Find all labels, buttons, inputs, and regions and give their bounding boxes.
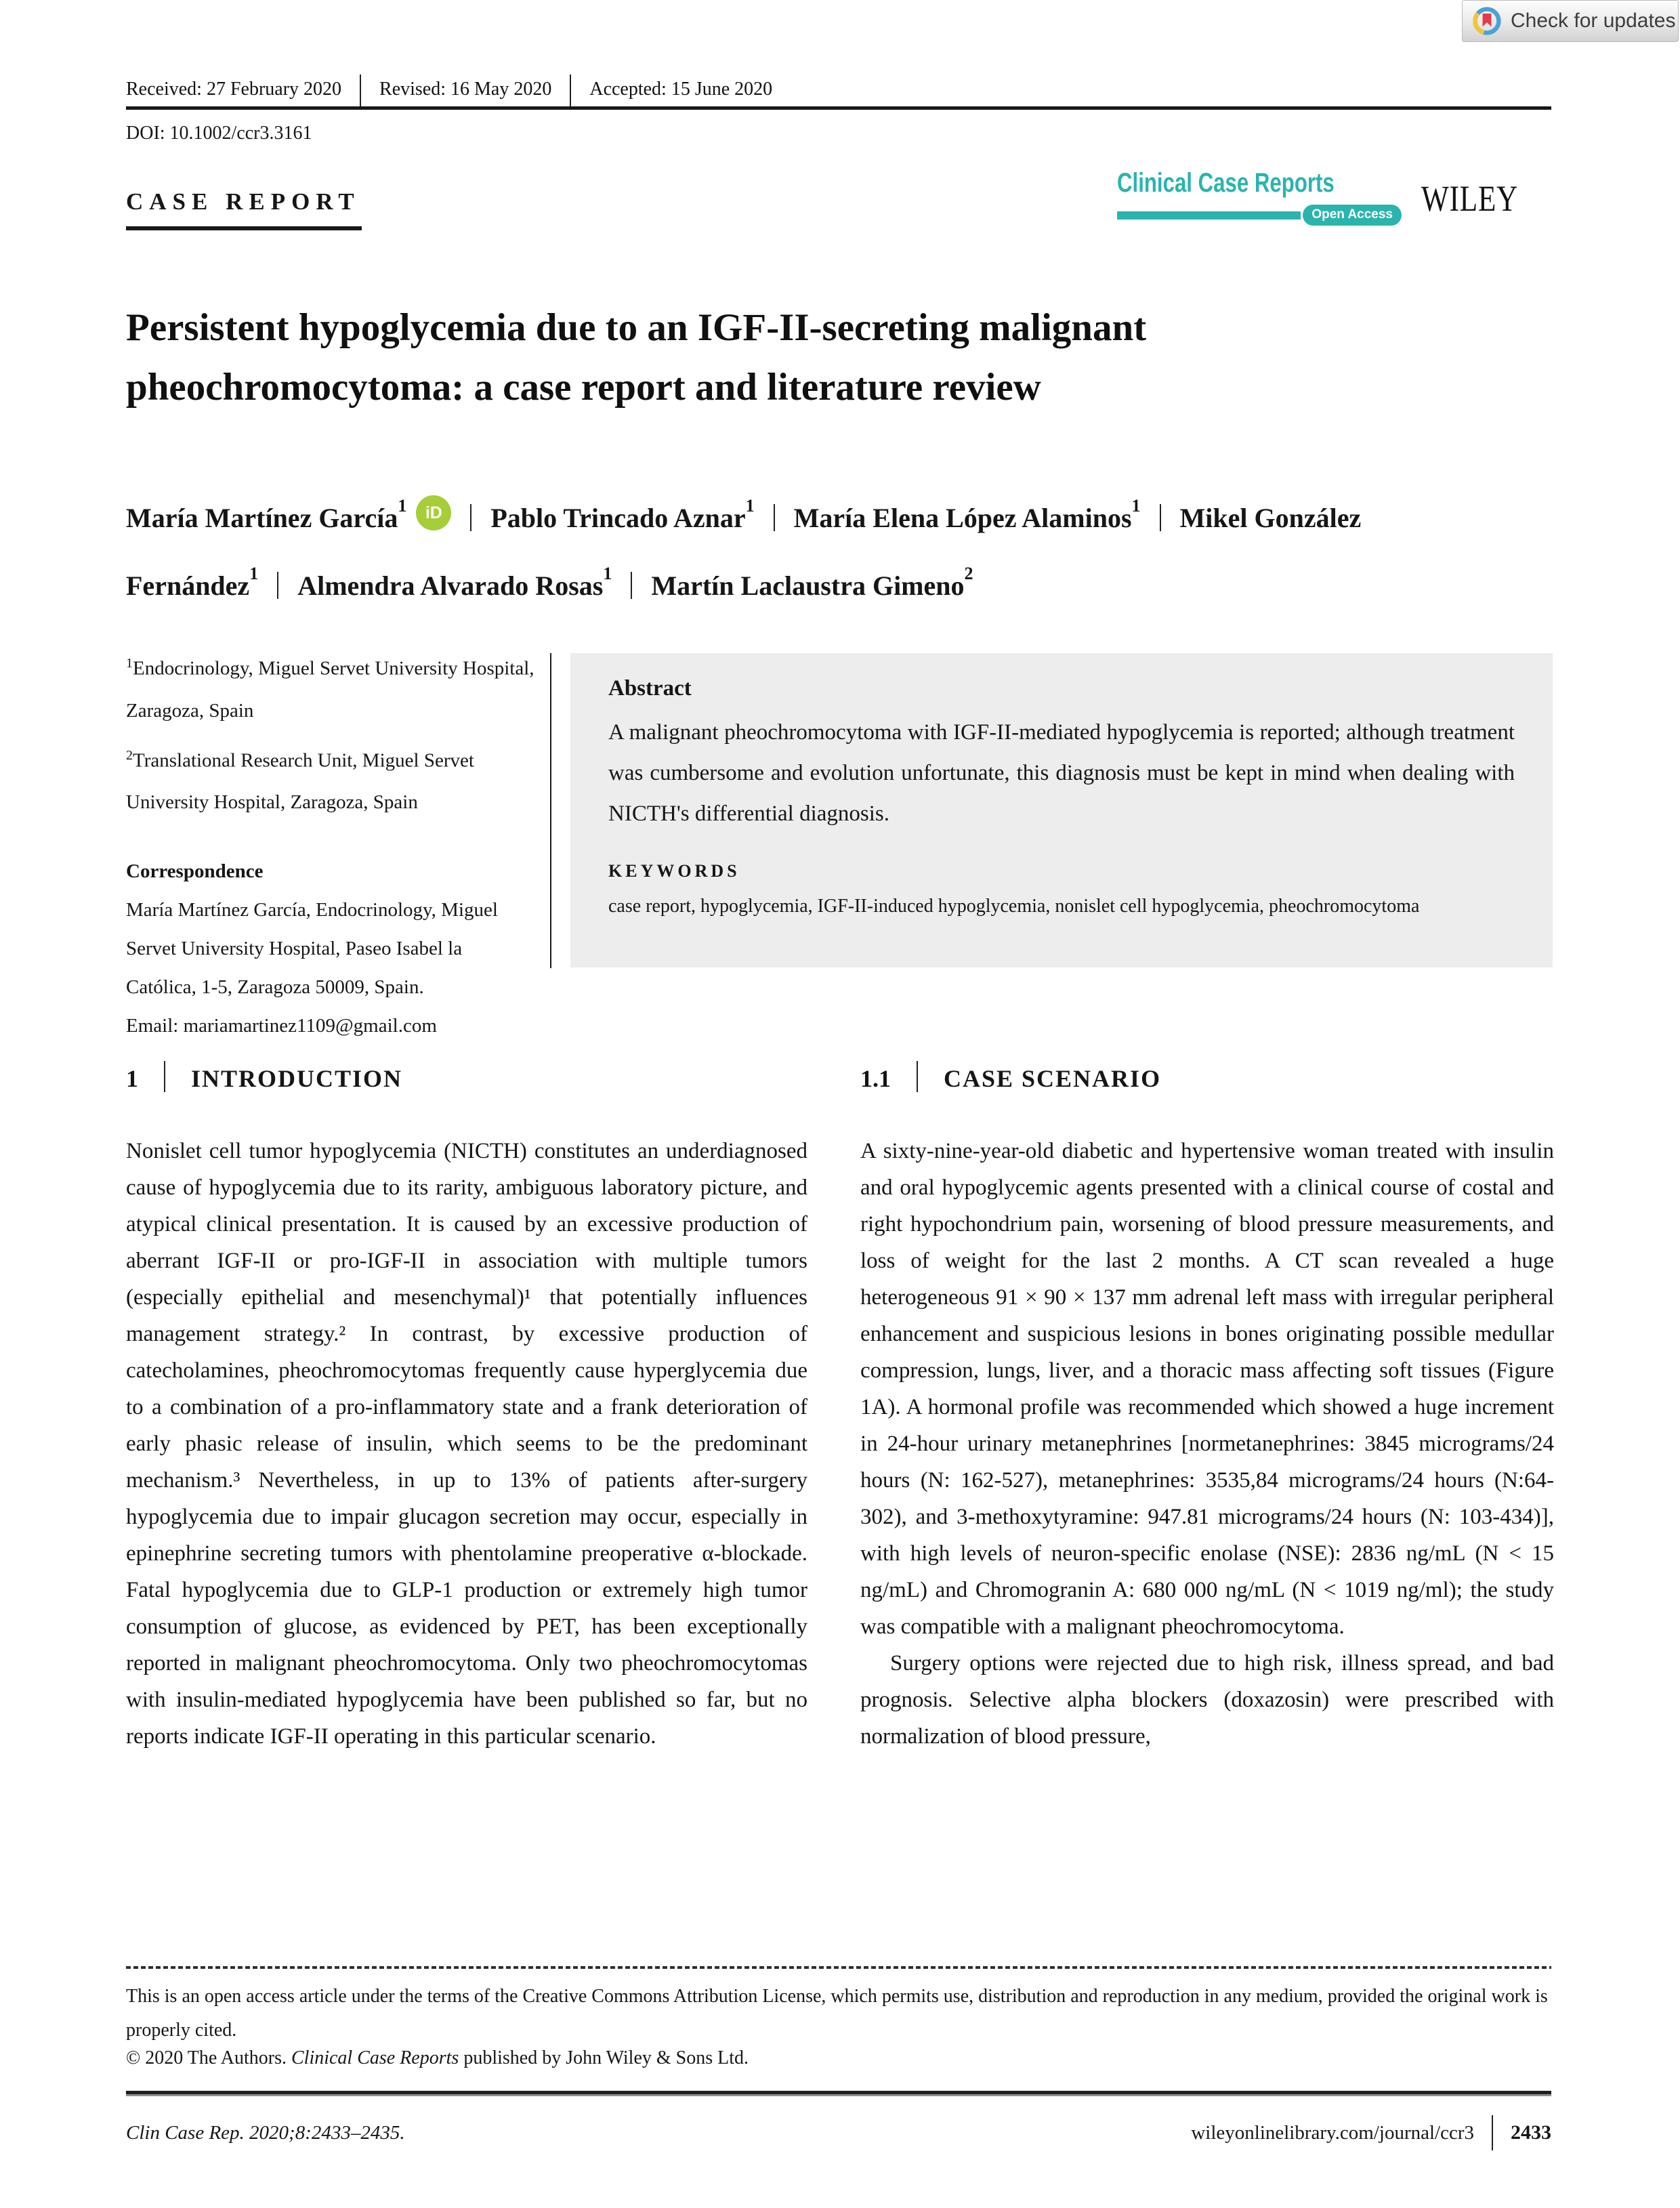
section-heading-introduction: 1 INTRODUCTION (126, 1061, 402, 1093)
introduction-paragraph: Nonislet cell tumor hypoglycemia (NICTH) constitutes an underdiagnosed cause of hypoglycemia due to its rarity, ambiguous laboratory picture, and atypical clinical presentation. It is caused by an excessive production of aberrant IGF-II or pro-IGF-II in association with multiple tumors (especially epithelial and mesenchymal)¹ that potentially influences management strategy.² In contrast, by excessive production of catecholamines, pheochromocytomas frequently cause hyperglycemia due to a combination of a pro-inflammatory state and a frank deterioration of early phasic release of insulin, which seems to be the predominant mechanism.³ Nevertheless, in up to 13% of patients after-surgery hypoglycemia due to impair glucagon secretion may occur, especially in epinephrine secreting tumors with phentolamine preoperative α-blockade. Fatal hypoglycemia due to GLP-1 production or extremely high tumor consumption of glucose, as evidenced by PET, has been exceptionally reported in malignant pheochromocytoma. Only two pheochromocytomas with insulin-mediated hypoglycemia have been published so far, but no reports indicate IGF-II operating in this particular scenario. (126, 1139, 807, 1749)
article-type-label: CASE REPORT (126, 188, 360, 215)
check-for-updates-icon (1472, 6, 1502, 36)
doi-text: DOI: 10.1002/ccr3.3161 (126, 123, 312, 144)
affiliation-2: $^2$Translational Research Unit, Miguel Servet University Hospital, Zaragoza, Spain (126, 747, 474, 814)
author: María Martínez García$^1$ (126, 496, 407, 533)
introduction-column (126, 1133, 807, 1755)
author: Almendra Alvarado Rosas$^1$ (297, 563, 612, 601)
journal-website-link[interactable]: wileyonlinelibrary.com/journal/ccr3 (1191, 2121, 1474, 2144)
footer-separator (1492, 2115, 1493, 2150)
correspondence-body: María Martínez García, Endocrinology, Miguel Servet University Hospital, Paseo Isabel la Católica, 1-5, Zaragoza 50009, Spain. (126, 899, 498, 998)
publisher-logo: WILEY (1421, 178, 1519, 219)
author: Pablo Trincado Aznar$^1$ (490, 496, 755, 533)
author-separator (470, 504, 471, 531)
heading-separator (917, 1061, 918, 1092)
affiliation-1: $^1$Endocrinology, Miguel Servet University Hospital, Zaragoza, Spain (126, 656, 534, 722)
accepted-date: Accepted: 15 June 2020 (589, 79, 773, 100)
correspondence-block (126, 852, 509, 1045)
author-list (126, 478, 1454, 614)
journal-logo-bar (1117, 211, 1301, 220)
author: Martín Laclaustra Gimeno$^2$ (651, 563, 973, 601)
article-title: Persistent hypoglycemia due to an IGF-II-secreting malignant pheochromocytoma: a case report and literature review (126, 306, 1147, 409)
case-scenario-column (860, 1133, 1554, 1755)
journal-name: Clinical Case Reports (1117, 168, 1335, 198)
abstract-box (570, 653, 1553, 967)
license-text: This is an open access article under the terms of the Creative Commons Attribution License, which permits use, distribution and reproduction in any medium, provided the original work is properly cited. (126, 1986, 1548, 2041)
abstract-heading: Abstract (608, 676, 692, 701)
article-type-underline (126, 226, 362, 230)
author-separator (631, 572, 632, 599)
keywords-heading: KEYWORDS (608, 861, 740, 881)
open-access-badge: Open Access (1303, 205, 1402, 226)
header-rule (126, 106, 1551, 110)
journal-logo (1117, 168, 1402, 226)
received-date: Received: 27 February 2020 (126, 75, 361, 110)
copyright-line: © 2020 The Authors. Clinical Case Reports published by John Wiley & Sons Ltd. (126, 2047, 749, 2068)
journal-citation: Clin Case Rep. 2020;8:2433–2435. (126, 2121, 405, 2144)
section-heading-case-scenario: 1.1 CASE SCENARIO (860, 1061, 1161, 1093)
dates-row (126, 75, 809, 110)
case-paragraph-2: Surgery options were rejected due to high risk, illness spread, and bad prognosis. Selective alpha blockers (doxazosin) were prescribed with normalization of blood pressure, (860, 1651, 1554, 1749)
orcid-icon[interactable]: iD (416, 495, 451, 530)
author-separator (774, 504, 775, 531)
check-for-updates-label: Check for updates (1511, 9, 1676, 32)
correspondence-email[interactable]: Email: mariamartinez1109@gmail.com (126, 1015, 437, 1037)
page-number: 2433 (1511, 2121, 1551, 2144)
heading-separator (164, 1061, 165, 1092)
abstract-body: A malignant pheochromocytoma with IGF-II-mediated hypoglycemia is reported; although treatment was cumbersome and evolution unfortunate, this diagnosis must be kept in mind when dealing with NICTH's differential diagnosis. (608, 720, 1515, 826)
footer-line (126, 2115, 1551, 2150)
author: María Elena López Alaminos$^1$ (793, 496, 1141, 533)
footer-rule (126, 2091, 1551, 2094)
author-separator (277, 572, 278, 599)
affiliations (126, 642, 546, 826)
footnote-dotted-rule (126, 1966, 1551, 1969)
case-paragraph-1: A sixty-nine-year-old diabetic and hypertensive woman treated with insulin and oral hypoglycemic agents presented with a clinical course of costal and right hypochondrium pain, worsening of blood pressure measurements, and loss of weight for the last 2 months. A CT scan revealed a huge heterogeneous 91 × 90 × 137 mm adrenal left mass with irregular peripheral enhancement and suspicious lesions in bones originating possible medullar compression, lungs, liver, and a thoracic mass affecting soft tissues (Figure 1A). A hormonal profile was recommended which showed a huge increment in 24-hour urinary metanephrines [normetanephrines: 3845 micrograms/24 hours (N: 162-527), metanephrines: 3535,84 micrograms/24 hours (N:64-302), and 3-methoxytyramine: 947.81 micrograms/24 hours (N: 103-434)], with high levels of neuron-specific enolase (NSE): 2836 ng/mL (N < 15 ng/mL) and Chromogranin A: 680 000 ng/mL (N < 1019 ng/ml); the study was compatible with a malignant pheochromocytoma. (860, 1139, 1554, 1639)
copyright-journal-name: Clinical Case Reports (291, 2047, 459, 2068)
abstract-divider-rule (550, 653, 551, 968)
author-separator (1160, 504, 1161, 531)
correspondence-heading: Correspondence (126, 860, 264, 882)
keywords-list: case report, hypoglycemia, IGF-II-induced hypoglycemia, nonislet cell hypoglycemia, pheochromocytoma (608, 896, 1420, 917)
check-for-updates-button[interactable] (1462, 0, 1679, 42)
author: Mikel González Fernández$^1$ (126, 502, 1362, 601)
revised-date: Revised: 16 May 2020 (379, 75, 571, 110)
